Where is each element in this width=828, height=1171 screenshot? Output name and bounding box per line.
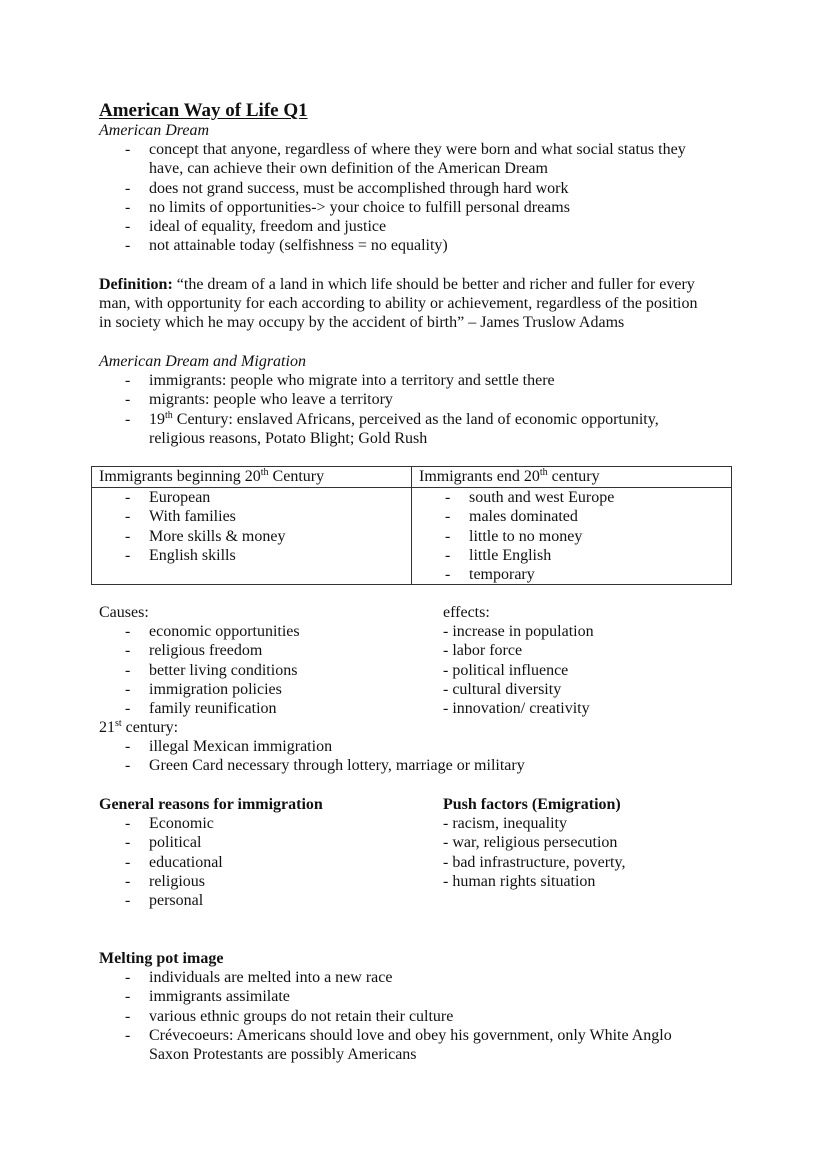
definition-line-1: Definition: “the dream of a land in which life should be better and richer and fuller for every <box>99 276 695 293</box>
list-item: - educational <box>125 853 223 871</box>
list-item: - European <box>125 489 211 506</box>
list-item: - war, religious persecution <box>443 834 618 852</box>
general-reasons-list <box>125 814 223 910</box>
list-item: - political <box>125 834 202 852</box>
list-item: - illegal Mexican immigration <box>125 738 333 755</box>
effects-label: effects: <box>443 604 490 621</box>
list-item: - racism, inequality <box>443 815 567 832</box>
effects-list <box>443 622 594 718</box>
list-item: - concept that anyone, regardless of where they were born and what social status they <box>125 141 686 158</box>
list-item: - 19th Century: enslaved Africans, perceived as the land of economic opportunity, <box>125 409 659 428</box>
list-item: - better living conditions <box>125 661 298 679</box>
definition-label: Definition: <box>99 276 173 293</box>
table-row <box>92 488 732 585</box>
list-item: - English skills <box>125 546 236 564</box>
table-cell-beginning-20th <box>92 488 412 585</box>
list-item: - religious <box>125 872 205 890</box>
list-item: - political influence <box>443 661 569 679</box>
table-header-row <box>92 467 732 488</box>
list-item: - economic opportunities <box>125 623 300 640</box>
list-item: - increase in population <box>443 623 594 640</box>
list-item: - immigration policies <box>125 680 282 698</box>
list-item: - males dominated <box>445 508 578 526</box>
causes-list <box>125 622 300 718</box>
century-21-list <box>125 737 525 776</box>
list-item: - individuals are melted into a new race <box>125 969 393 986</box>
melting-pot-list <box>125 968 672 1064</box>
section-heading-migration: American Dream and Migration <box>99 353 306 370</box>
section-heading-general-reasons: General reasons for immigration <box>99 796 323 813</box>
list-item: - Crévecoeurs: Americans should love and obey his government, only White Anglo <box>125 1026 672 1044</box>
list-item: - With families <box>125 508 236 526</box>
migration-list <box>125 371 659 448</box>
list-item: - migrants: people who leave a territory <box>125 391 393 409</box>
definition-line-3: in society which he may occupy by the accident of birth” – James Truslow Adams <box>99 314 625 331</box>
list-item: - religious freedom <box>125 642 263 660</box>
table-header-end-20th: Immigrants end 20th century <box>412 467 732 488</box>
american-dream-list <box>125 140 686 256</box>
table-header-beginning-20th: Immigrants beginning 20th Century <box>92 467 412 488</box>
push-factors-list <box>443 814 625 891</box>
list-item: - various ethnic groups do not retain their culture <box>125 1007 454 1025</box>
section-heading-american-dream: American Dream <box>99 122 210 139</box>
list-item: - little English <box>445 546 552 564</box>
list-item: - immigrants assimilate <box>125 988 290 1006</box>
list-item-continuation: religious reasons, Potato Blight; Gold Rush <box>149 429 428 447</box>
immigrants-comparison-table <box>91 466 732 585</box>
list-item: - does not grand success, must be accomplished through hard work <box>125 179 569 197</box>
list-item: - More skills & money <box>125 527 286 545</box>
list-item: - personal <box>125 892 204 910</box>
list-item-continuation: have, can achieve their own definition of the American Dream <box>149 160 548 178</box>
table-cell-end-20th <box>412 488 732 585</box>
list-item: - human rights situation <box>443 872 596 890</box>
list-item: - no limits of opportunities-> your choice to fulfill personal dreams <box>125 198 570 216</box>
list-item: - cultural diversity <box>443 680 562 698</box>
list-item: - little to no money <box>445 527 583 545</box>
page-title: American Way of Life Q1 <box>99 100 308 121</box>
section-heading-push-factors: Push factors (Emigration) <box>443 796 621 813</box>
list-item: - immigrants: people who migrate into a territory and settle there <box>125 372 555 389</box>
list-item: - innovation/ creativity <box>443 700 590 718</box>
list-item: - not attainable today (selfishness = no equality) <box>125 237 448 255</box>
list-item-continuation: Saxon Protestants are possibly Americans <box>149 1046 417 1064</box>
definition-line-2: man, with opportunity for each according to ability or achievement, regardless of the position <box>99 295 698 312</box>
list-item: - temporary <box>445 566 535 584</box>
list-item: - labor force <box>443 642 523 660</box>
section-heading-melting-pot: Melting pot image <box>99 950 224 967</box>
century-21-label: 21st century: <box>99 718 179 736</box>
causes-label: Causes: <box>99 604 149 621</box>
list-item: - ideal of equality, freedom and justice <box>125 218 387 236</box>
list-item: - family reunification <box>125 700 277 718</box>
list-item: - Economic <box>125 815 214 832</box>
list-item: - south and west Europe <box>445 489 615 506</box>
list-item: - bad infrastructure, poverty, <box>443 853 626 871</box>
list-item: - Green Card necessary through lottery, marriage or military <box>125 757 525 775</box>
